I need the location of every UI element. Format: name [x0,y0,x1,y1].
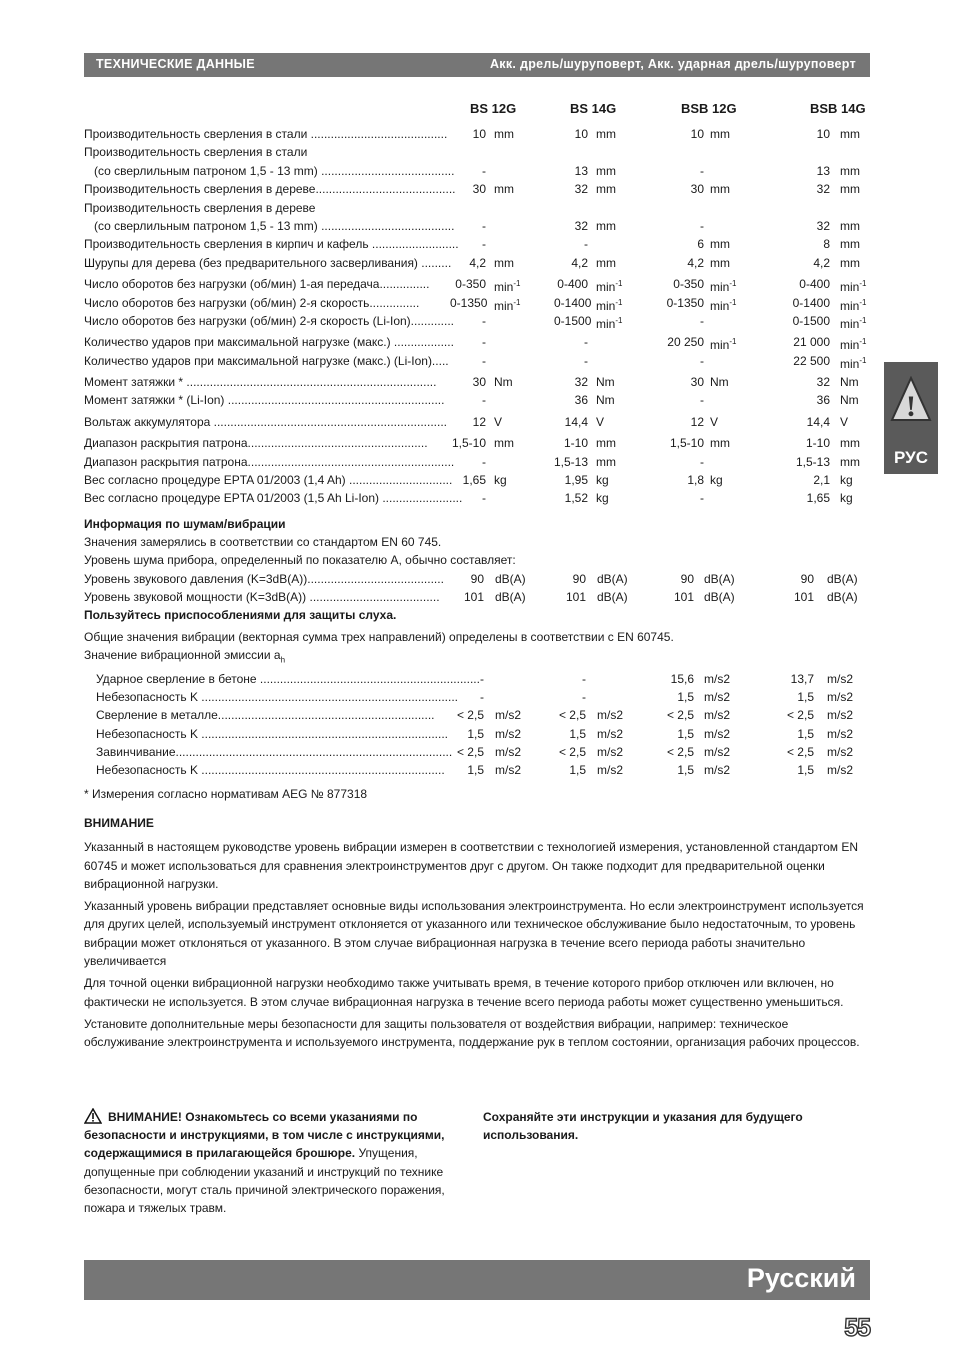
spec-value: 1,65 [806,491,830,506]
spec-row [84,352,870,370]
spec-value: 10 [690,127,704,141]
model-bsb14g: BSB 14G [810,101,866,116]
vibration-value: 1,5 [677,762,694,777]
spec-value: 0-1400 [792,295,830,310]
spec-value: 0-1500 [554,313,592,328]
vibration-unit: m/s2 [597,708,624,723]
spec-label: (со сверлильным патроном 1,5 - 13 mm) ........................................ [94,218,455,233]
spec-value: - [584,353,588,368]
spec-label: Диапазон раскрытия патрона.............................................................. [84,454,455,469]
spec-row [84,373,870,391]
spec-row [84,391,870,409]
vibration-label: Ударное сверление в бетоне .................................................................. [96,671,480,686]
vibration-label: Завинчивание................................................................................... [96,744,453,759]
spec-value: - [482,353,486,368]
vibration-row [84,706,870,724]
spec-unit: mm [494,436,514,451]
spec-value: 0-1350 [450,295,488,310]
spec-row [84,294,870,312]
spec-value: 21 000 [793,335,830,350]
spec-unit: Nm [710,375,729,390]
header-bar [84,53,870,77]
vibration-label: Сверление в металле................................................................. [96,708,435,723]
vibration-unit: m/s2 [827,762,854,777]
spec-unit: V [494,414,503,429]
spec-label: Производительность сверления в стали ......................................... [84,127,448,141]
spec-unit: mm [596,182,616,197]
spec-unit: Nm [494,375,513,390]
spec-label: Число оборотов без нагрузки (об/мин) 2-я скорость............... [84,295,420,310]
spec-value: 30 [690,375,704,390]
spec-value: 20 250 [667,335,704,350]
spec-unit: $\min^{-1}$ [596,315,623,331]
spec-value: 10 [816,127,830,141]
spec-unit: Nm [840,375,859,390]
vibration-unit: m/s2 [495,762,522,777]
spec-row [84,413,870,431]
keep-instructions-note: Сохраняйте эти инструкции и указания для будущего использования. [483,1110,803,1143]
vibration-unit: m/s2 [597,762,624,777]
noise-row [84,570,870,588]
spec-value: 32 [816,375,830,390]
spec-row [84,217,870,235]
spec-unit: mm [840,218,860,233]
spec-label: Вольтаж аккумулятора ...................................................................... [84,414,448,429]
spec-row [84,453,870,471]
noise-unit: dB(A) [597,571,628,586]
spec-value: 1,5-10 [451,436,486,451]
spec-value: - [700,393,704,408]
spec-label: Шурупы для дерева (без предварительного засверливания) ......... [84,255,452,270]
vibration-unit: m/s2 [495,708,522,723]
spec-value: - [700,313,704,328]
spec-unit: mm [494,127,514,141]
spec-value: 1,95 [564,473,588,488]
noise-unit: dB(A) [495,589,526,604]
noise-value: 90 [470,571,484,586]
spec-label: Диапазон раскрытия патрона...................................................... [84,436,428,451]
vibration-row [84,743,870,761]
spec-value: 6 [697,237,704,252]
vibration-value: 1,5 [797,726,814,741]
noise-value: 90 [572,571,586,586]
noise-line1: Значения замерялись в соответствии со стандартом EN 60 745. [84,535,442,550]
spec-unit: mm [840,255,860,270]
vibration-row [84,670,870,688]
noise-value: 90 [680,571,694,586]
spec-value: 2,1 [813,473,830,488]
spec-unit: mm [840,163,860,178]
spec-unit: mm [494,182,514,197]
spec-unit: Nm [596,375,615,390]
noise-unit: dB(A) [704,589,735,604]
vibration-unit: m/s2 [827,671,854,686]
noise-unit: dB(A) [597,589,628,604]
spec-value: - [584,237,588,252]
svg-text:!: ! [906,390,916,422]
noise-value: 101 [793,589,814,604]
spec-label: Производительность сверления в дереве [84,200,316,215]
spec-unit: mm [596,218,616,233]
vibration-value: < 2,5 [666,744,694,759]
attention-p2: Указанный уровень вибрации представляет основные виды использования электроинструмента. Но если электроинструмент используется для других целей, используемый инструмент отклоняется от указанного или техническое обслуживание было недостаточным, то уровень вибрации может отклоняться от указанного. В этом случае вибрационная нагрузка в течение всего периода работы значительно увеличивается [84,899,864,969]
spec-value: 0-1500 [792,313,830,328]
spec-unit: mm [596,163,616,178]
spec-value: - [482,218,486,233]
safety-warning-bold: ВНИМАНИЕ! Ознакомьтесь со всеми указаниями по безопасности и инструкциями, в том числе с инструкциями, содержащимися в прилагающейся брошюре. [84,1110,445,1161]
spec-label: Производительность сверления в кирпич и кафель .......................... [84,237,459,252]
noise-value: 101 [565,589,586,604]
spec-value: 0-350 [673,277,704,292]
spec-label: Вес согласно процедуре EPTA 01/2003 (1,4 Ah) ............................... [84,473,453,488]
page-number: 55 [844,1314,870,1342]
spec-label: Производительность сверления в дереве.......................................... [84,182,456,197]
vibration-value: - [582,671,586,686]
spec-value: 10 [574,127,588,141]
spec-unit: mm [494,255,514,270]
vibration-row [84,688,870,706]
spec-unit: V [840,414,849,429]
vibration-unit: m/s2 [704,726,731,741]
spec-unit: V [596,414,605,429]
spec-value: - [584,335,588,350]
footnote: * Измерения согласно нормативам AEG № 877318 [84,787,368,802]
vibration-value: < 2,5 [456,744,484,759]
vibration-value: - [582,690,586,705]
spec-unit: $\min^{-1}$ [494,279,521,295]
vibration-unit: m/s2 [704,708,731,723]
spec-value: 0-400 [557,277,588,292]
spec-value: - [482,335,486,350]
spec-unit: mm [840,182,860,197]
spec-unit: $\min^{-1}$ [596,279,623,295]
spec-value: 32 [574,218,588,233]
spec-value: 1,8 [687,473,704,488]
spec-value: 13 [816,163,830,178]
vibration-value: < 2,5 [456,708,484,723]
vibration-unit: m/s2 [827,690,854,705]
footer-language-title: Русский [746,1263,856,1293]
footer-bar [84,1260,870,1300]
spec-value: 12 [690,414,704,429]
vibration-line: Общие значения вибрации (векторная сумма трех направлений) определены в соответствии с EN 60745. [84,630,674,645]
spec-value: - [700,218,704,233]
spec-unit: mm [710,237,730,252]
spec-unit: mm [840,454,860,469]
safety-warning-text: Упущения, допущенные при соблюдении указаний и инструкций по технике безопасности, могут сталь причиной электрического поражения, пожара и тяжелых травм. [84,1146,445,1216]
vibration-unit: m/s2 [827,726,854,741]
attention-title: ВНИМАНИЕ [84,816,154,830]
spec-value: 32 [574,375,588,390]
header-right: Акк. дрель/шуруповерт, Акк. ударная дрель/шуруповерт [489,57,856,71]
spec-row [84,489,870,507]
spec-value: 14,4 [806,414,830,429]
spec-unit: $\min^{-1}$ [840,279,867,295]
spec-unit: Nm [840,393,859,408]
model-bs14g: BS 14G [570,101,617,116]
spec-value: 32 [816,218,830,233]
spec-row [84,434,870,452]
language-tab-label: РУС [894,448,928,467]
vibration-value: 1,5 [797,762,814,777]
spec-label: Число оборотов без нагрузки (об/мин) 2-я скорость (Li-Ion)............. [84,313,455,328]
spec-label: Количество ударов при максимальной нагрузке (макс.) .................. [84,335,454,350]
spec-value: 30 [472,375,486,390]
spec-value: 1-10 [563,436,588,451]
spec-unit: mm [840,436,860,451]
spec-value: - [482,491,486,506]
spec-value: - [700,163,704,178]
attention-p4: Установите дополнительные меры безопасности для защиты пользователя от воздействия вибрации, например: техническое обслуживание электроинструмента и используемого инструмента, поддержание рук в теплом состоянии, организация рабочих процессов. [84,1016,860,1050]
warning-icon [84,1108,102,1124]
spec-value: 1,65 [462,473,486,488]
spec-unit: mm [710,182,730,197]
vibration-unit: m/s2 [495,744,522,759]
spec-table [84,125,870,508]
spec-row [84,162,870,180]
spec-unit: $\min^{-1}$ [494,297,521,313]
spec-row [84,471,870,489]
spec-label: Производительность сверления в стали [84,145,308,160]
spec-unit: Nm [596,393,615,408]
spec-unit: mm [596,454,616,469]
vibration-unit: m/s2 [827,708,854,723]
spec-value: 0-350 [455,277,486,292]
spec-value: 36 [574,393,588,408]
spec-unit: $\min^{-1}$ [710,297,737,313]
vibration-emission-label: Значение вибрационной эмиссии $a_h$ [84,648,286,665]
spec-value: - [700,353,704,368]
spec-value: - [482,237,486,252]
spec-row [84,199,870,217]
spec-value: 13 [574,163,588,178]
vibration-value: 1,5 [467,726,484,741]
spec-label: Момент затяжки * ........................................................................... [84,375,437,390]
spec-unit: mm [596,255,616,270]
spec-value: 1,5-10 [669,436,704,451]
spec-value: - [482,163,486,178]
spec-unit: mm [840,127,860,141]
spec-label: Вес согласно процедуре EPTA 01/2003 (1,5 Ah Li-Ion) ........................ [84,491,463,506]
noise-unit: dB(A) [704,571,735,586]
vibration-value: < 2,5 [558,744,586,759]
spec-row [84,235,870,253]
spec-label: Количество ударов при максимальной нагрузке (макс.) (Li-Ion)..... [84,353,449,368]
spec-value: - [482,393,486,408]
vibration-unit: m/s2 [704,762,731,777]
vibration-unit: m/s2 [495,726,522,741]
noise-title: Информация по шумам/вибрации [84,517,286,531]
safety-warning [84,1108,474,1217]
spec-unit: kg [596,473,609,488]
vibration-unit: m/s2 [827,744,854,759]
spec-unit: mm [596,436,616,451]
vibration-value: 1,5 [569,726,586,741]
vibration-label: Небезопасность K ......................................................................... [96,762,445,777]
noise-row [84,588,870,606]
header-left: ТЕХНИЧЕСКИЕ ДАННЫЕ [96,57,255,71]
spec-value: 1,5-13 [554,454,589,469]
vibration-value: 1,5 [569,762,586,777]
spec-unit: $\min^{-1}$ [840,315,867,331]
spec-unit: $\min^{-1}$ [840,297,867,313]
spec-value: 12 [472,414,486,429]
spec-value: 0-1400 [554,295,592,310]
vibration-unit: m/s2 [597,744,624,759]
noise-label: Уровень звукового давления (K=3dB(A))......................................... [84,571,444,586]
vibration-label: Небезопасность K ............................................................................. [96,690,459,705]
spec-value: 1,52 [564,491,588,506]
vibration-unit: m/s2 [704,690,731,705]
noise-section [84,515,870,803]
vibration-value: < 2,5 [558,708,586,723]
noise-value: 101 [673,589,694,604]
vibration-value: 1,5 [677,690,694,705]
vibration-value: - [480,671,484,686]
noise-unit: dB(A) [827,589,858,604]
vibration-value: < 2,5 [786,744,814,759]
spec-unit: $\min^{-1}$ [840,355,867,371]
model-bsb12g: BSB 12G [681,101,737,116]
vibration-row [84,725,870,743]
spec-value: - [482,454,486,469]
spec-row [84,254,870,272]
noise-label: Уровень звуковой мощности (K=3dB(A)) ....................................... [84,589,440,604]
spec-value: 0-1350 [666,295,704,310]
spec-label: Момент затяжки * (Li-Ion) ................................................................. [84,393,445,408]
spec-unit: mm [596,127,616,141]
vibration-value: 1,5 [797,690,814,705]
vibration-value: < 2,5 [786,708,814,723]
spec-value: - [700,454,704,469]
spec-row [84,125,870,143]
spec-value: 4,2 [687,255,704,270]
spec-value: 32 [574,182,588,197]
attention-p1: Указанный в настоящем руководстве уровень вибрации измерен в соответствии с технологией измерения, установленной стандартом EN 60745 и может использоваться для сравнения электроинструментов друг с другом. Он также подходит для предварительной оценки вибрационной нагрузки. [84,840,859,891]
vibration-unit: m/s2 [704,744,731,759]
spec-row [84,143,870,161]
vibration-unit: m/s2 [597,726,624,741]
spec-label: (со сверлильным патроном 1,5 - 13 mm) ........................................ [94,163,455,178]
spec-value: 22 500 [793,353,830,368]
spec-value: 32 [816,182,830,197]
spec-value: 4,2 [571,255,588,270]
spec-value: 1,5-13 [795,454,830,469]
warning-triangle-icon [890,376,932,422]
vibration-value: 15,6 [670,671,694,686]
spec-row [84,180,870,198]
noise-line2: Уровень шума прибора, определенный по показателю А, обычно составляет: [84,553,516,568]
spec-unit: kg [710,473,723,488]
spec-unit: $\min^{-1}$ [710,337,737,353]
spec-unit: mm [710,127,730,141]
spec-unit: $\min^{-1}$ [596,297,623,313]
vibration-value: 1,5 [677,726,694,741]
hearing-protection-note: Пользуйтесь приспособлениями для защиты слуха. [84,607,397,622]
vibration-value: < 2,5 [666,708,694,723]
spec-value: 36 [816,393,830,408]
spec-value: 14,4 [564,414,588,429]
vibration-unit: m/s2 [704,671,731,686]
spec-row [84,312,870,330]
attention-section [84,814,870,1052]
noise-unit: dB(A) [495,571,526,586]
spec-unit: kg [596,491,609,506]
noise-value: 90 [800,571,814,586]
spec-value: 10 [472,127,486,141]
noise-value: 101 [463,589,484,604]
spec-unit: kg [840,473,853,488]
spec-row [84,275,870,293]
spec-unit: $\min^{-1}$ [710,279,737,295]
language-tab [884,362,938,474]
spec-value: - [482,313,486,328]
spec-unit: mm [840,237,860,252]
spec-value: 4,2 [469,255,486,270]
spec-unit: mm [710,436,730,451]
spec-value: 4,2 [813,255,830,270]
vibration-value: 1,5 [467,762,484,777]
spec-unit: mm [710,255,730,270]
vibration-value: - [480,690,484,705]
spec-value: 8 [823,237,830,252]
spec-unit: $\min^{-1}$ [840,337,867,353]
vibration-row [84,761,870,779]
spec-row [84,333,870,351]
spec-value: - [700,491,704,506]
noise-unit: dB(A) [827,571,858,586]
spec-value: 30 [472,182,486,197]
spec-value: 1-10 [805,436,830,451]
spec-unit: V [710,414,719,429]
vibration-value: 13,7 [790,671,814,686]
model-bs12g: BS 12G [470,101,517,116]
spec-label: Число оборотов без нагрузки (об/мин) 1-ая передача............... [84,277,430,292]
spec-unit: kg [840,491,853,506]
spec-value: 30 [690,182,704,197]
spec-unit: kg [494,473,507,488]
spec-value: 0-400 [799,277,830,292]
vibration-label: Небезопасность K .......................................................................... [96,726,449,741]
attention-p3: Для точной оценки вибрационной нагрузки необходимо также учитывать время, в течение которого прибор отключен или включен, но фактически не используется. В этом случае вибрационная нагрузка в течение всего периода работы может существенно уменьшиться. [84,976,844,1009]
